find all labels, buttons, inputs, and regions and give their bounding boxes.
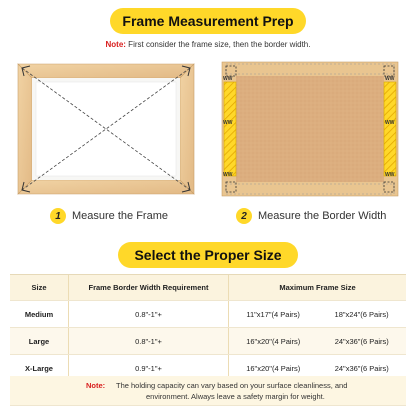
step-label: Measure the Border Width — [258, 210, 387, 222]
select-size-heading: Select the Proper Size — [118, 242, 298, 268]
ww-label: WW — [385, 120, 395, 126]
size-table — [10, 274, 406, 382]
table-header-row — [10, 275, 406, 301]
cell-max — [228, 301, 406, 327]
cell-size: X-Large — [25, 363, 53, 373]
frame-diagram-image — [16, 60, 196, 198]
step-number-badge: 1 — [50, 208, 66, 224]
top-note — [0, 40, 416, 49]
step-measure-border — [236, 208, 386, 224]
cell-max — [228, 328, 406, 354]
step-label: Measure the Frame — [72, 210, 168, 222]
ww-label: WW — [223, 172, 233, 178]
border-width-diagram — [220, 60, 400, 198]
bottom-note-line2: environment. Always leave a safety margin for weight. — [146, 392, 325, 401]
cell-border: 0.8"-1"+ — [68, 301, 228, 327]
header-border: Frame Border Width Requirement — [68, 275, 228, 300]
step-number-badge: 2 — [236, 208, 252, 224]
cell-max-6pairs: 18"x24"(6 Pairs) — [334, 309, 389, 319]
cell-border: 0.8"-1"+ — [68, 328, 228, 354]
ww-label: WW — [385, 172, 395, 178]
bottom-note — [10, 376, 406, 406]
ww-label: WW — [223, 76, 233, 82]
top-note-label: Note: — [105, 40, 126, 49]
cell-size: Large — [28, 336, 50, 346]
step-measure-frame — [50, 208, 168, 224]
cell-max-4pairs: 16"x20"(4 Pairs) — [246, 363, 301, 373]
cell-max-4pairs: 11"x17"(4 Pairs) — [246, 309, 300, 319]
ww-label: WW — [385, 76, 395, 82]
cell-size: Medium — [24, 309, 54, 319]
frame-measurement-heading: Frame Measurement Prep — [110, 8, 306, 34]
bottom-note-label: Note: — [86, 381, 106, 390]
header-size: Size — [31, 283, 47, 292]
cell-max-6pairs: 24"x36"(6 Pairs) — [334, 336, 389, 346]
table-row — [10, 328, 406, 355]
top-note-text: First consider the frame size, then the border width. — [125, 40, 311, 49]
table-row — [10, 301, 406, 328]
cell-max-6pairs: 24"x36"(6 Pairs) — [334, 363, 389, 373]
ww-label: WW — [223, 120, 233, 126]
header-max: Maximum Frame Size — [228, 275, 406, 300]
border-width-image — [220, 60, 400, 198]
cell-border: 0.9"-1"+ — [68, 355, 228, 381]
cell-max-4pairs: 16"x20"(4 Pairs) — [246, 336, 301, 346]
bottom-note-line1: The holding capacity can vary based on your surface cleanliness, and — [116, 381, 348, 390]
